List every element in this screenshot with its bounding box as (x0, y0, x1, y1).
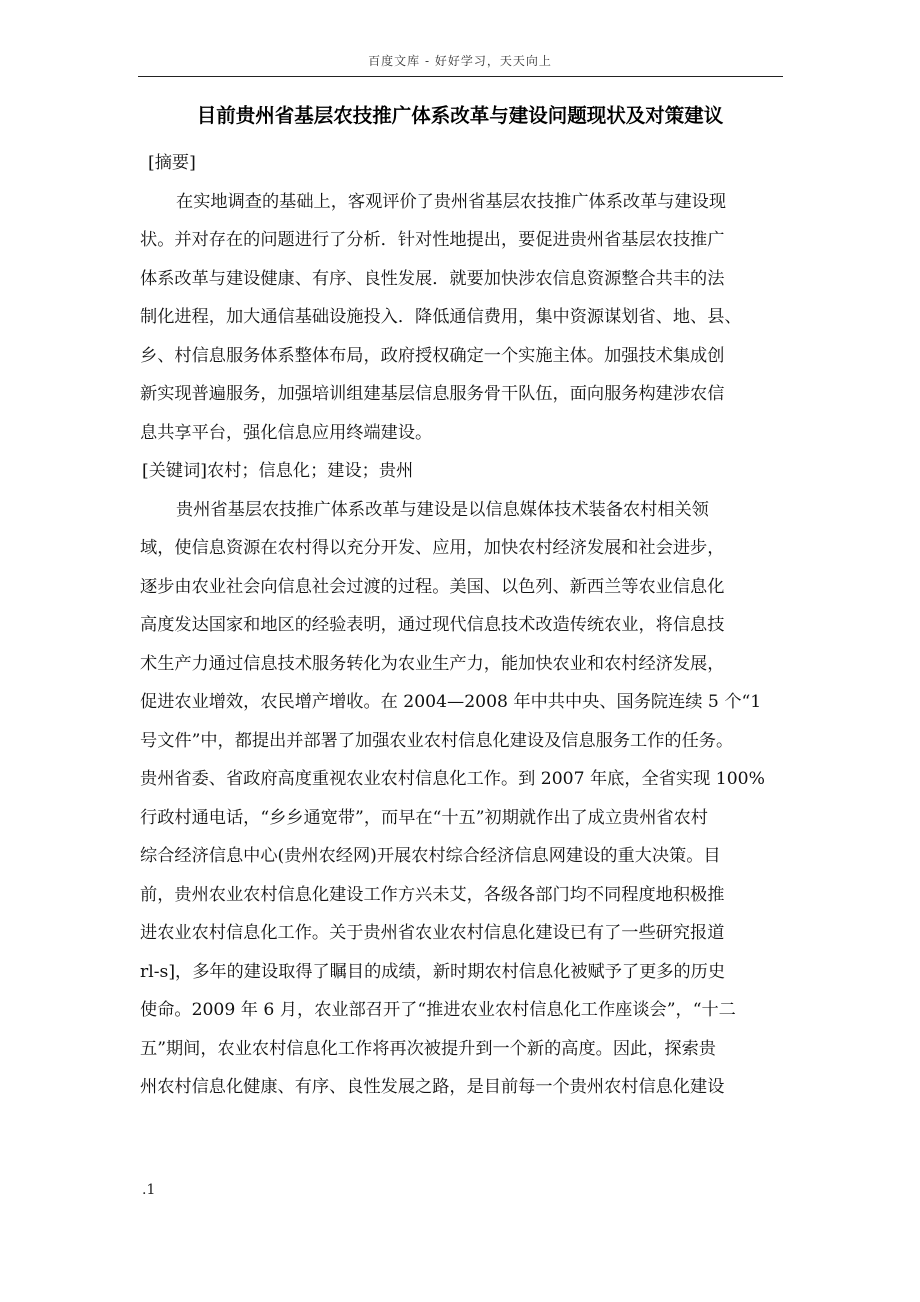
body-line: 号文件”中，都提出并部署了加强农业农村信息化建设及信息服务工作的任务。 (140, 730, 734, 751)
body-line: 州农村信息化健康、有序、良性发展之路，是目前每一个贵州农村信息化建设 (140, 1077, 725, 1097)
body-line: 贵州省委、省政府高度重视农业农村信息化工作。到 2007 年底，全省实现 100% (140, 769, 765, 789)
body-line: 综合经济信息中心(贵州农经网)开展农村综合经济信息网建设的重大决策。目 (140, 846, 721, 866)
body-line: 贵州省基层农技推广体系改革与建设是以信息媒体技术装备农村相关领 (176, 499, 709, 520)
body-line: 域，使信息资源在农村得以充分开发、应用，加快农村经济发展和社会进步， (140, 538, 725, 558)
body-line: 前，贵州农业农村信息化建设工作方兴未艾，各级各部门均不同程度地积极推 (140, 884, 725, 905)
body-line: 行政村通电话，“乡乡通宽带”，而早在“十五”初期就作出了成立贵州省农村 (140, 807, 708, 828)
page-number: .1 (142, 1182, 156, 1198)
body-line: 使命。2009 年 6 月，农业部召开了“推进农业农村信息化工作座谈会”，“十二 (140, 1000, 736, 1020)
header-divider (138, 76, 783, 77)
abstract-line: 体系改革与建设健康、有序、良性发展．就要加快涉农信息资源整合共丰的法 (140, 268, 725, 289)
abstract-line: 息共享平台，强化信息应用终端建设。 (140, 422, 433, 443)
body-line: 进农业农村信息化工作。关于贵州省农业农村信息化建设已有了一些研究报道 (140, 923, 725, 943)
body-line: 五”期间，农业农村信息化工作将再次被提升到一个新的高度。因此，探索贵 (140, 1038, 716, 1059)
body-line: 逐步由农业社会向信息社会过渡的过程。美国、以色列、新西兰等农业信息化 (140, 576, 725, 597)
abstract-line: 制化进程，加大通信基础设施投入．降低通信费用，集中资源谋划省、地、县、 (140, 307, 742, 327)
abstract-label: [摘要] (148, 153, 196, 173)
document-title: 目前贵州省基层农技推广体系改革与建设问题现状及对策建议 (196, 104, 724, 127)
abstract-line: 新实现普遍服务，加强培训组建基层信息服务骨干队伍，面向服务构建涉农信 (140, 384, 725, 404)
abstract-line: 在实地调查的基础上，客观评价了贵州省基层农技推广体系改革与建设现 (176, 191, 727, 212)
document-body (140, 144, 780, 1107)
keywords-line: [关键词]农村；信息化；建设；贵州 (142, 461, 414, 481)
body-line: 高度发达国家和地区的经验表明，通过现代信息技术改造传统农业，将信息技 (140, 615, 725, 635)
abstract-line: 乡、村信息服务体系整体布局，政府授权确定一个实施主体。加强技术集成创 (140, 345, 725, 366)
body-line: 术生产力通过信息技术服务转化为农业生产力，能加快农业和农村经济发展， (140, 653, 725, 674)
page-header: 百度文库 - 好好学习，天天向上 (368, 54, 552, 68)
abstract-line: 状。并对存在的问题进行了分析．针对性地提出，要促进贵州省基层农技推广 (140, 230, 725, 250)
body-line: rl-s]，多年的建设取得了瞩目的成绩，新时期农村信息化被赋予了更多的历史 (140, 961, 726, 982)
body-line: 促进农业增效，农民增产增收。在 2004—2008 年中共中央、国务院连续 5 个“1 (140, 692, 762, 712)
